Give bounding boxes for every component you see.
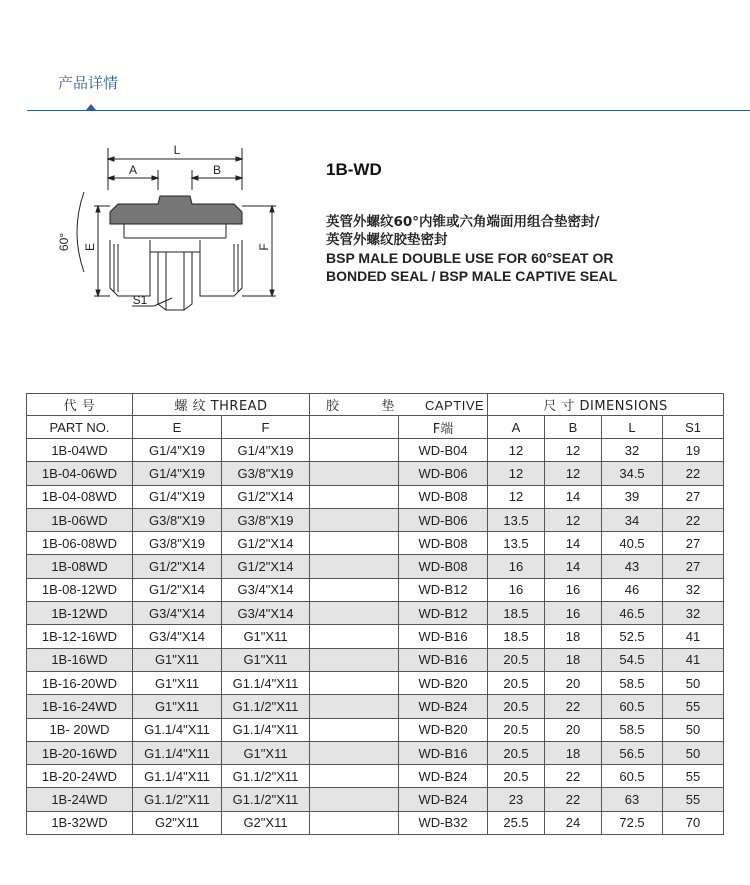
cell-l: 56.5: [602, 741, 663, 764]
dimension-label-l: L: [173, 143, 181, 157]
cell-a: 20.5: [488, 765, 545, 788]
table-row: [27, 625, 724, 648]
cell-part: 1B-20-24WD: [27, 765, 133, 788]
cell-f: G1/2"X14: [222, 555, 310, 578]
cell-b: 20: [545, 671, 602, 694]
cell-part: 1B- 20WD: [27, 718, 133, 741]
cell-captive: WD-B24: [399, 788, 488, 811]
cell-captive: WD-B16: [399, 741, 488, 764]
table-row: [27, 671, 724, 694]
cell-x: [310, 788, 399, 811]
cell-b: 12: [545, 462, 602, 485]
cell-a: 13.5: [488, 508, 545, 531]
cell-x: [310, 718, 399, 741]
fitting-technical-drawing: [50, 140, 290, 325]
cell-a: 23: [488, 788, 545, 811]
cell-s1: 32: [663, 602, 724, 625]
cell-captive: WD-B16: [399, 625, 488, 648]
cell-captive: WD-B12: [399, 602, 488, 625]
cell-s1: 55: [663, 788, 724, 811]
cell-x: [310, 741, 399, 764]
cell-s1: 27: [663, 555, 724, 578]
cell-part: 1B-16WD: [27, 648, 133, 671]
cell-captive: WD-B06: [399, 508, 488, 531]
cell-captive: WD-B04: [399, 439, 488, 462]
table-row: [27, 718, 724, 741]
cell-b: 24: [545, 811, 602, 834]
tab-indicator-arrow: [86, 104, 96, 110]
cell-b: 22: [545, 765, 602, 788]
header-part-no: PART NO.: [27, 416, 133, 439]
table-row: [27, 462, 724, 485]
cell-f: G1.1/4"X11: [222, 671, 310, 694]
dimension-label-b: B: [212, 163, 222, 177]
cell-part: 1B-08-12WD: [27, 578, 133, 601]
cell-captive: WD-B24: [399, 765, 488, 788]
spec-table: [26, 393, 724, 835]
dimension-label-angle: 60°: [57, 232, 71, 252]
cell-b: 18: [545, 741, 602, 764]
cell-a: 25.5: [488, 811, 545, 834]
header-b: B: [545, 416, 602, 439]
cell-b: 14: [545, 485, 602, 508]
cell-s1: 50: [663, 718, 724, 741]
cell-x: [310, 439, 399, 462]
cell-e: G1/2"X14: [133, 578, 222, 601]
table-row: [27, 508, 724, 531]
cell-captive: WD-B12: [399, 578, 488, 601]
cell-b: 20: [545, 718, 602, 741]
cell-s1: 50: [663, 741, 724, 764]
cell-e: G3/8"X19: [133, 508, 222, 531]
cell-e: G3/4"X14: [133, 625, 222, 648]
cell-e: G1/4"X19: [133, 485, 222, 508]
cell-x: [310, 485, 399, 508]
cell-l: 46.5: [602, 602, 663, 625]
cell-s1: 32: [663, 578, 724, 601]
cell-x: [310, 765, 399, 788]
cell-part: 1B-04-08WD: [27, 485, 133, 508]
header-captive-en: CAPTIVE: [425, 398, 485, 413]
cell-s1: 22: [663, 462, 724, 485]
header-l: L: [602, 416, 663, 439]
header-thread: 螺 纹 THREAD: [133, 394, 310, 416]
cell-x: [310, 462, 399, 485]
cell-x: [310, 532, 399, 555]
cell-part: 1B-04WD: [27, 439, 133, 462]
description-en-line-1: BSP MALE DOUBLE USE FOR 60°SEAT OR: [326, 250, 614, 266]
cell-e: G1.1/2"X11: [133, 788, 222, 811]
cell-part: 1B-12-16WD: [27, 625, 133, 648]
product-description: [326, 213, 736, 285]
dimension-label-f: F: [257, 243, 271, 251]
cell-s1: 27: [663, 485, 724, 508]
cell-x: [310, 602, 399, 625]
cell-f: G1"X11: [222, 648, 310, 671]
header-a: A: [488, 416, 545, 439]
cell-a: 20.5: [488, 695, 545, 718]
cell-e: G1/4"X19: [133, 439, 222, 462]
description-en-line-2: BONDED SEAL / BSP MALE CAPTIVE SEAL: [326, 268, 618, 284]
cell-e: G1"X11: [133, 648, 222, 671]
cell-a: 12: [488, 485, 545, 508]
dimension-label-s1: S1: [132, 293, 148, 307]
cell-e: G2"X11: [133, 811, 222, 834]
cell-f: G1"X11: [222, 741, 310, 764]
table-row: [27, 695, 724, 718]
cell-part: 1B-20-16WD: [27, 741, 133, 764]
cell-f: G1/4"X19: [222, 439, 310, 462]
cell-captive: WD-B32: [399, 811, 488, 834]
cell-a: 13.5: [488, 532, 545, 555]
cell-l: 52.5: [602, 625, 663, 648]
description-cn-line-2: 英管外螺纹胶垫密封: [326, 232, 448, 248]
cell-captive: WD-B20: [399, 718, 488, 741]
cell-part: 1B-04-06WD: [27, 462, 133, 485]
cell-captive: WD-B06: [399, 462, 488, 485]
cell-b: 12: [545, 439, 602, 462]
cell-captive: WD-B08: [399, 555, 488, 578]
cell-e: G1"X11: [133, 671, 222, 694]
header-e: E: [133, 416, 222, 439]
cell-s1: 55: [663, 695, 724, 718]
cell-f: G1/2"X14: [222, 532, 310, 555]
cell-f: G1.1/2"X11: [222, 695, 310, 718]
table-header-row-2: [27, 416, 724, 439]
cell-e: G1/4"X19: [133, 462, 222, 485]
cell-a: 18.5: [488, 625, 545, 648]
table-row: [27, 741, 724, 764]
cell-l: 58.5: [602, 718, 663, 741]
table-row: [27, 765, 724, 788]
table-row: [27, 602, 724, 625]
cell-e: G1/2"X14: [133, 555, 222, 578]
cell-part: 1B-06WD: [27, 508, 133, 531]
cell-part: 1B-12WD: [27, 602, 133, 625]
cell-b: 18: [545, 625, 602, 648]
table-row: [27, 439, 724, 462]
cell-f: G1.1/4"X11: [222, 718, 310, 741]
table-row: [27, 485, 724, 508]
table-row: [27, 788, 724, 811]
cell-part: 1B-24WD: [27, 788, 133, 811]
cell-x: [310, 695, 399, 718]
cell-e: G3/8"X19: [133, 532, 222, 555]
cell-f: G3/4"X14: [222, 578, 310, 601]
cell-captive: WD-B24: [399, 695, 488, 718]
cell-l: 60.5: [602, 695, 663, 718]
cell-s1: 50: [663, 671, 724, 694]
cell-x: [310, 578, 399, 601]
cell-part: 1B-06-08WD: [27, 532, 133, 555]
cell-l: 63: [602, 788, 663, 811]
cell-l: 54.5: [602, 648, 663, 671]
dimension-label-e: E: [83, 242, 97, 252]
cell-b: 22: [545, 695, 602, 718]
cell-f: G1.1/2"X11: [222, 788, 310, 811]
table-row: [27, 578, 724, 601]
cell-captive: WD-B20: [399, 671, 488, 694]
cell-l: 32: [602, 439, 663, 462]
table-row: [27, 648, 724, 671]
cell-e: G1.1/4"X11: [133, 741, 222, 764]
cell-a: 20.5: [488, 648, 545, 671]
cell-x: [310, 648, 399, 671]
header-code: 代 号: [27, 394, 133, 416]
cell-f: G3/8"X19: [222, 508, 310, 531]
header-dimensions: 尺 寸 DIMENSIONS: [488, 394, 724, 416]
header-blank: [310, 416, 399, 439]
dimension-label-a: A: [128, 163, 138, 177]
cell-l: 60.5: [602, 765, 663, 788]
cell-b: 16: [545, 602, 602, 625]
cell-f: G1"X11: [222, 625, 310, 648]
table-row: [27, 555, 724, 578]
cell-l: 34.5: [602, 462, 663, 485]
cell-a: 20.5: [488, 718, 545, 741]
cell-s1: 41: [663, 625, 724, 648]
cell-a: 20.5: [488, 741, 545, 764]
header-captive-cn-2: 垫: [381, 399, 396, 414]
cell-s1: 19: [663, 439, 724, 462]
cell-x: [310, 555, 399, 578]
header-f: F: [222, 416, 310, 439]
cell-b: 14: [545, 532, 602, 555]
cell-a: 16: [488, 555, 545, 578]
cell-l: 34: [602, 508, 663, 531]
cell-x: [310, 671, 399, 694]
cell-captive: WD-B08: [399, 532, 488, 555]
cell-b: 14: [545, 555, 602, 578]
cell-b: 12: [545, 508, 602, 531]
product-model: 1B-WD: [326, 160, 382, 179]
cell-b: 18: [545, 648, 602, 671]
cell-a: 12: [488, 439, 545, 462]
cell-f: G2"X11: [222, 811, 310, 834]
header-s1: S1: [663, 416, 724, 439]
tab-product-details[interactable]: 产品详情: [58, 74, 119, 92]
table-header-row-1: [27, 394, 724, 416]
cell-l: 43: [602, 555, 663, 578]
cell-a: 20.5: [488, 671, 545, 694]
cell-s1: 70: [663, 811, 724, 834]
cell-e: G1.1/4"X11: [133, 765, 222, 788]
cell-part: 1B-08WD: [27, 555, 133, 578]
cell-part: 1B-16-24WD: [27, 695, 133, 718]
cell-x: [310, 625, 399, 648]
cell-s1: 55: [663, 765, 724, 788]
cell-b: 16: [545, 578, 602, 601]
description-cn-line-1: 英管外螺纹60°内锥或六角端面用组合垫密封/: [326, 214, 600, 230]
cell-part: 1B-32WD: [27, 811, 133, 834]
cell-a: 16: [488, 578, 545, 601]
cell-e: G1.1/4"X11: [133, 718, 222, 741]
cell-s1: 22: [663, 508, 724, 531]
cell-a: 12: [488, 462, 545, 485]
cell-captive: WD-B08: [399, 485, 488, 508]
cell-e: G1"X11: [133, 695, 222, 718]
cell-b: 22: [545, 788, 602, 811]
cell-x: [310, 811, 399, 834]
cell-f: G1/2"X14: [222, 485, 310, 508]
cell-l: 39: [602, 485, 663, 508]
cell-l: 46: [602, 578, 663, 601]
cell-l: 72.5: [602, 811, 663, 834]
cell-s1: 27: [663, 532, 724, 555]
cell-a: 18.5: [488, 602, 545, 625]
cell-f: G3/4"X14: [222, 602, 310, 625]
cell-l: 40.5: [602, 532, 663, 555]
cell-part: 1B-16-20WD: [27, 671, 133, 694]
table-row: [27, 811, 724, 834]
cell-f: G1.1/2"X11: [222, 765, 310, 788]
cell-s1: 41: [663, 648, 724, 671]
cell-x: [310, 508, 399, 531]
cell-e: G3/4"X14: [133, 602, 222, 625]
header-f-end: F端: [399, 416, 488, 439]
header-captive: [310, 394, 488, 416]
cell-l: 58.5: [602, 671, 663, 694]
tab-underline: [27, 110, 750, 111]
cell-captive: WD-B16: [399, 648, 488, 671]
table-row: [27, 532, 724, 555]
header-captive-cn-1: 胶: [326, 399, 340, 414]
cell-f: G3/8"X19: [222, 462, 310, 485]
